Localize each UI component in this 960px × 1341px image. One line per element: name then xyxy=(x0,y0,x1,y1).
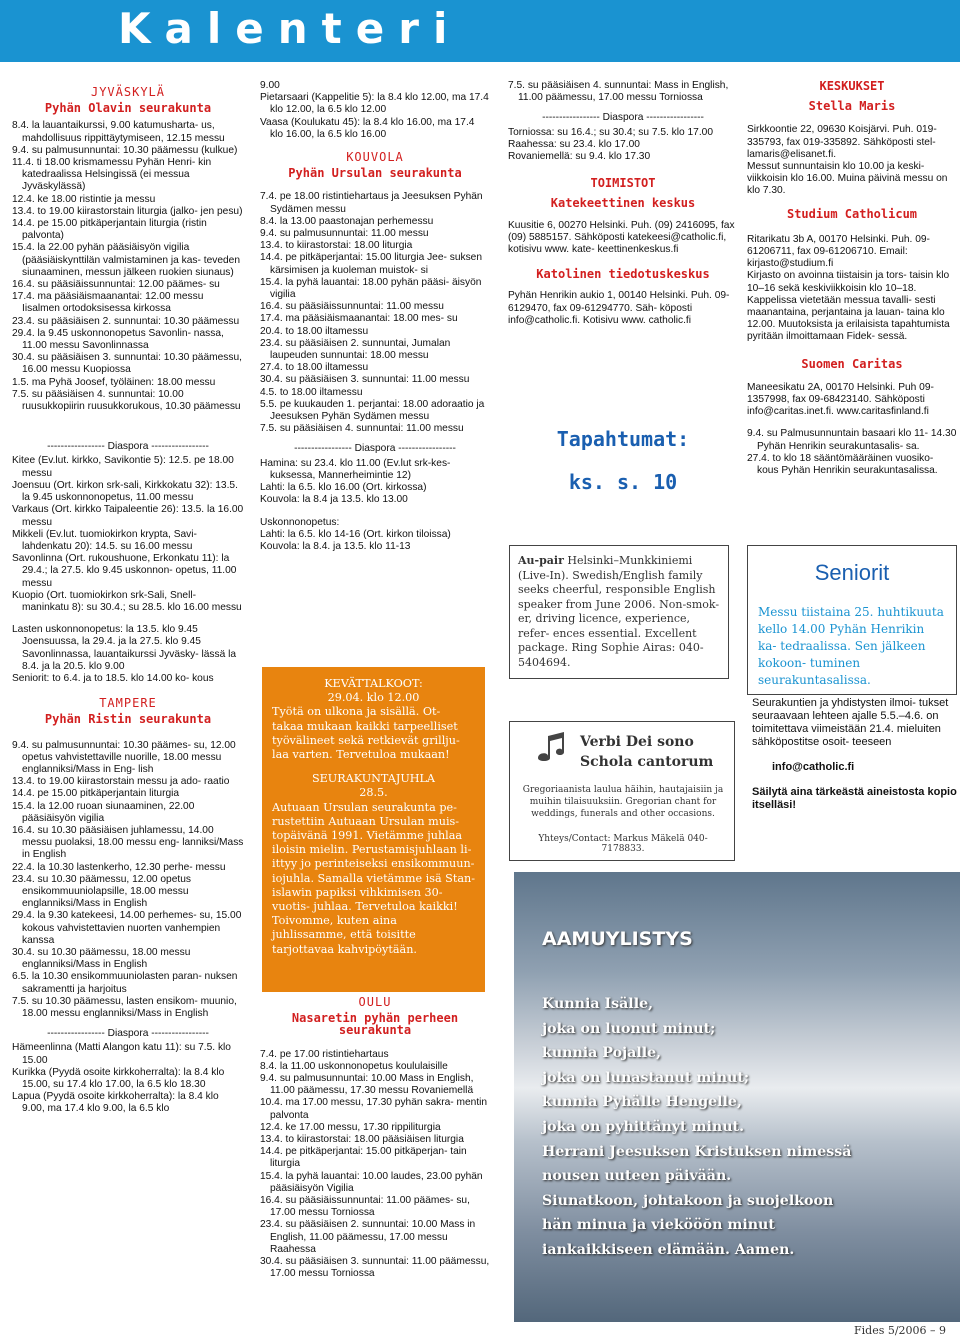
aamuylistys-image xyxy=(514,872,960,1322)
stella-text: Messut sunnuntaisin klo 10.00 ja keski- viikkoisin klo 16.00. Muina päivinä messu on klo 7.30. xyxy=(747,161,948,197)
parish-heading: Nasaretin pyhän perheen seurakunta xyxy=(291,1011,459,1038)
list-item: 6.5. la 10.30 ensikommuuniolasten paran- nuksen sakramentti ja harjoitus xyxy=(12,971,238,995)
events-heading: Tapahtumat: xyxy=(556,427,690,451)
list-item: 11.4. ti 18.00 krismamessu Pyhän Henri- kin katedraalissa Helsingissä (ei messua Jyväskylässä) xyxy=(12,157,212,193)
list-item: 9.00 xyxy=(260,80,280,91)
aamuylistys-title: AAMUYLISTYS xyxy=(542,928,693,950)
section-heading: TOIMISTOT xyxy=(590,176,656,191)
column-oulu xyxy=(260,990,490,1280)
list-item: 14.4. pe 15.00 pitkäperjantain liturgia xyxy=(12,788,180,800)
oulu-list xyxy=(260,1049,490,1281)
list-item: 13.4. to kiirastorstai: 18.00 pääsiäisen liturgia xyxy=(260,1134,464,1146)
katekeettinen-heading: Katekeettinen keskus xyxy=(550,196,696,211)
list-item: 13.4. to kiirastorstai: 18.00 liturgia xyxy=(260,240,413,252)
diaspora-separator: ----------------- Diaspora ----------------- xyxy=(47,441,209,453)
list-item: 23.4. su 10.30 päämessu, 12.00 opetus ensikommuuniolapsille, 18.00 messu englanniksi/Mass in English xyxy=(12,873,191,910)
list-item: Pietarsaari (Kappelitie 5): la 8.4 klo 12.00, ma 17.4 klo 12.00, la 6.5 klo 12.00 xyxy=(260,92,489,116)
list-item: 15.4. la 12.00 ruoan siunaaminen, 22.00 pääsiäisyön vigilia xyxy=(12,800,195,824)
diaspora-list xyxy=(12,1042,244,1115)
list-item: 8.4. la lauantaikurssi, 9.00 katumusharta- us, mahdollisuus rippittäytymiseen, 12.15 messu xyxy=(12,120,225,144)
jyvaskyla-list xyxy=(12,120,244,413)
aupair-text: Helsinki–Munkkiniemi (Live-In). Swedish/English family seeks cheerful, responsible English speaker from June 2006. Non-smok- er, driving licence, experience, refer- ences essential. Excellent package. Ring Sophie Airas: 040-5404694. xyxy=(518,554,720,669)
list-item: 15.4. la pyhä lauantai: 10.00 laudes, 23.00 pyhän pääsiäisyön Vigilia xyxy=(260,1170,483,1194)
list-item: Kurikka (Pyydä osoite kirkkoherralta): la 8.4 klo 15.00, su 17.4 klo 17.00, la 6.5 klo 18.30 xyxy=(12,1066,225,1091)
list-item: Kouvola: la 8.4. ja 13.5. klo 11-13 xyxy=(260,540,411,552)
header-banner xyxy=(0,0,960,62)
parish-heading: Pyhän Olavin seurakunta xyxy=(44,101,212,116)
list-item: 30.4. su pääsiäisen 3. sunnuntai: 11.00 päämessu, 17.00 messu Torniossa xyxy=(260,1256,490,1280)
list-item: 4.5. to 18.00 iltamessu xyxy=(260,386,363,398)
diaspora-separator: ----------------- Diaspora ----------------- xyxy=(542,112,704,124)
city-heading: OULU xyxy=(358,995,392,1009)
list-item: Vaasa (Koulukatu 45): la 8.4 klo 16.00, ma 17.4 klo 16.00, la 6.5 klo 16.00 xyxy=(260,116,475,140)
seniorit-text: Messu tiistaina 25. huhtikuuta kello 14.00 Pyhän Henrikin ka- tedraalissa. Sen jälkeen kokoon- tuminen seurakuntasalissa. xyxy=(758,605,944,687)
verbi-sub: Gregoriaanista laulua häihin, hautajaisiin ja muihin tilaisuuksiin. Gregorian chant for weddings, funerals and other occasions. xyxy=(522,785,724,819)
list-item: 14.4. pe 15.00 pitkäperjantain liturgia (ristin palvonta) xyxy=(12,218,207,242)
uskonnonopetus-heading: Uskonnonopetus: xyxy=(260,516,340,528)
list-item: 16.4. su 10.30 pääsiäisen juhlamessu, 14.00 messu puolaksi, 18.00 messu eng- lanniksi/Mass in English xyxy=(12,824,244,861)
list-item: 29.4. la 9.30 katekeesi, 14.00 perhemes- su, 15.00 kokous vahvistettavien nuorten vanhempien kanssa xyxy=(12,910,242,946)
city-heading: JYVÄSKYLÄ xyxy=(90,85,166,99)
seniorit-title: Seniorit xyxy=(814,560,890,585)
diaspora-list xyxy=(260,458,490,507)
diaspora-separator: ----------------- Diaspora ----------------- xyxy=(294,443,456,455)
studium-kirjasto: Kirjasto on avoinna tiistaisin ja tors- taisin klo 10–16 sekä keskiviikkoisin klo 10–18. xyxy=(747,270,950,294)
list-item: 12.4. ke 17.00 messu, 17.30 rippiliturgia xyxy=(260,1121,441,1133)
notice-email[interactable]: info@catholic.fi xyxy=(772,761,855,773)
column-kouvola-oulu xyxy=(260,80,490,553)
list-item: Kitee (Ev.lut. kirkko, Savikontie 5): 12.5. pe 18.00 messu xyxy=(12,455,234,479)
list-item: 17.4. ma pääsiäismaanantai: 12.00 messu Iisalmen ortodoksisessa kirkossa xyxy=(12,291,204,315)
list-item: 15.4. la pyhä lauantai: 18.00 pyhän pääsi- äisyön vigilia xyxy=(260,276,482,301)
tiedotus-text: Pyhän Henrikin aukio 1, 00140 Helsinki. Puh. 09-6129470, fax 09-61294770. Säh- köposti info@catholic.fi. Kotisivu www. catholic.fi xyxy=(508,290,730,326)
list-item: Hamina: su 23.4. klo 11.00 (Ev.lut srk-kes- kuksessa, Mannerheimintie 12) xyxy=(260,457,451,481)
katekeettinen-text: Kuusitie 6, 00270 Helsinki. Puh. (09) 2416095, fax (09) 5885157. Sähköposti katekeesi@catholic.fi, kotisivu www. kate- keettinenkeskus.fi xyxy=(508,219,735,256)
page-title: Kalenteri xyxy=(118,4,462,53)
list-item: 7.5. su pääsiäisen 4. sunnuntai: Mass in English, 11.00 päämessu, 17.00 messu Torniossa xyxy=(508,80,729,104)
stella-heading: Stella Maris xyxy=(808,99,896,114)
list-item: Mikkeli (Ev.lut. tuomiokirkon krypta, Savi- lahdenkatu 20): 14.5. su 16.00 messu xyxy=(12,528,197,552)
list-item: 23.4. su pääsiäisen 2. sunnuntai: 10.30 päämessu xyxy=(12,315,240,327)
column-offices xyxy=(508,80,738,327)
list-item: 7.4. pe 18.00 ristintiehartaus ja Jeesuksen Pyhän Sydämen messu xyxy=(260,191,483,215)
verbi-title: Schola cantorum xyxy=(580,754,714,770)
list-item: 16.4. su pääsiäissunnuntai: 11.00 päämes- su, 17.00 messu Torniossa xyxy=(260,1195,470,1219)
list-item: 29.4. la 9.45 uskonnonopetus Savonlin- nassa, 11.00 messu Savonlinnassa xyxy=(12,327,224,352)
city-heading: KOUVOLA xyxy=(346,150,404,165)
studium-kappeli: Kappelissa vietetään messua tavalli- sesti maanantaina, perjantaina ja lauan- taina klo 12.00. Muutoksista ja erilaisista tapahtumista pyritään ilmoittamaan Fidek- sessä. xyxy=(747,294,950,343)
list-item: 1.5. ma Pyhä Joosef, työläinen: 18.00 messu xyxy=(12,376,216,388)
list-item: 27.4. to 18.00 iltamessu xyxy=(260,362,369,374)
list-item: 30.4. su 10.30 päämessu, 18.00 messu englanniksi/Mass in English xyxy=(12,947,191,971)
box-heading: KEVÄTTALKOOT: xyxy=(324,677,423,690)
list-item: 20.4. to 18.00 iltamessu xyxy=(260,325,369,337)
list-item: Raahessa: su 23.4. klo 17.00 xyxy=(508,138,640,150)
list-item: 30.4. su pääsiäisen 3. sunnuntai: 11.00 messu xyxy=(260,374,470,386)
column-jyvaskyla-tampere xyxy=(12,80,244,1116)
tampere-list xyxy=(12,740,244,1021)
list-item: 16.4. su pääsiäissunnuntai: 12.00 päämes- su xyxy=(12,279,220,291)
list-item: Varkaus (Ort. kirkko Taipaleentie 26): 13.5. la 16.00 messu xyxy=(12,504,244,528)
list-item: 10.4. ma 17.00 messu, 17.30 pyhän sakra- mentin palvonta xyxy=(260,1097,488,1121)
list-item: Lasten uskonnonopetus: la 13.5. klo 9.45 Joensuussa, la 29.4. ja la 27.5. klo 9.45 Savonlinnassa, lauantaikurssi Jyväsky- lässä la 8.4. ja la 20.5. klo 9.00 xyxy=(12,624,237,672)
list-item: Joensuu (Ort. kirkon srk-sali, Kirkkokatu 32): 13.5. la 9.45 uskonnonopetus, 11.00 messu xyxy=(12,479,238,504)
list-item: 14.4. pe pitkäperjantai: 15.00 liturgia Jee- suksen kärsimisen ja kuoleman muistok- si xyxy=(260,252,483,276)
notice-text: Seurakuntien ja yhdistysten ilmoi- tukset seuraavaan lehteen ajalle 5.5.–4.6. on toimitettava viimeistään 21.4. mieluiten sähköpostitse osoit- teeseen xyxy=(752,697,949,748)
notice-footer: Säilytä aina tärkeästä aineistosta kopio itselläsi! xyxy=(752,786,957,811)
list-item: 12.4. ke 18.00 ristintie ja messu xyxy=(12,193,156,205)
list-item: 23.4. su pääsiäisen 2. sunnuntai, Jumalan laupeuden sunnuntai: 18.00 messu xyxy=(260,337,451,362)
list-item: Kuopio (Ort. tuomiokirkon srk-Sali, Snell- maninkatu 8): su 30.4.; su 28.5. klo 16.00 messu xyxy=(12,589,242,613)
list-item: Lahti: la 6.5. klo 14-16 (Ort. kirkon tiloissa) xyxy=(260,528,451,540)
diaspora-separator: ----------------- Diaspora ----------------- xyxy=(47,1028,209,1040)
music-note-icon xyxy=(530,730,570,764)
list-item: 27.4. to klo 18 sääntömääräinen vuosiko- kous Pyhän Henrikin seurakuntasalissa. xyxy=(747,452,938,477)
list-item: 9.4. su Palmusunnuntain basaari klo 11- 14.30 Pyhän Henrikin seurakuntasalis- sa. xyxy=(747,428,957,452)
list-item: 9.4. su palmusunnuntai: 10.00 Mass in English, 11.00 päämessu, 17.30 messu Rovaniemellä xyxy=(260,1073,474,1097)
list-item: Lahti: la 6.5. klo 16.00 (Ort. kirkossa) xyxy=(260,482,427,494)
aupair-ad xyxy=(509,545,729,679)
continued-list xyxy=(508,80,738,104)
list-item: 5.5. pe kuukauden 1. perjantai: 18.00 adoraatio ja Jeesuksen Pyhän Sydämen messu xyxy=(260,398,485,423)
caritas-events xyxy=(747,428,957,477)
list-item: Savonlinna (Ort. rukoushuone, Erkonkatu 11): la 29.4.; la 27.5. klo 9.45 uskonnon- opetus, 11.00 messu xyxy=(12,553,237,589)
parish-heading: Pyhän Ursulan seurakunta xyxy=(288,166,462,181)
list-item: 7.5. su 10.30 päämessu, lasten ensikom- muunio, 18.00 messu englanniksi/Mass in English xyxy=(12,995,237,1020)
list-item: 9.4. su palmusunnuntai: 10.30 päämessu (kulkue) xyxy=(12,144,238,156)
list-item: 7.5. su pääsiäisen 4. sunnuntai: 11.00 messu xyxy=(260,423,464,435)
deadline-notice xyxy=(752,697,958,812)
diaspora-list xyxy=(508,127,738,164)
studium-heading: Studium Catholicum xyxy=(786,206,918,221)
stella-text: Sirkkoontie 22, 09630 Koisjärvi. Puh. 019- 335793, fax 019-335892. Sähköposti stel- lamaris@elisanet.fi. xyxy=(747,124,937,160)
parish-heading: Pyhän Ristin seurakunta xyxy=(44,712,212,727)
city-heading: TAMPERE xyxy=(99,696,157,711)
studium-text: Ritarikatu 3b A, 00170 Helsinki. Puh. 09- 61206711, fax 09-61206710. Email: kirjasto@studium.fi xyxy=(747,233,930,270)
caritas-text: Maneesikatu 2A, 00170 Helsinki. Puh 09- 1357998, fax 09-68423140. Sähköposti info@caritas.inet.fi. www.caritasfinland.fi xyxy=(747,381,934,418)
list-item: Kouvola: la 8.4 ja 13.5. klo 13.00 xyxy=(260,494,408,506)
list-item: 15.4. la 22.00 pyhän pääsiäisyön vigilia (pääsiäiskynttilän valmistaminen ja kas- teveden siunaaminen, messun jälkeen ruokien siunaus) xyxy=(12,242,241,278)
list-item: 13.4. to 19.00 kiirastorstain liturgia (jalko- jen pesu) xyxy=(12,205,243,217)
kouvola-list xyxy=(260,191,490,435)
list-item: 14.4. pe pitkäperjantai: 15.00 pitkäperjan- tain liturgia xyxy=(260,1146,467,1170)
box-text: Työtä on ulkona ja sisällä. Ot- takaa mukaan kaikki tarpeelliset työvälineet sekä retkievät grillju- laa varten. Tervetuloa mukaan! xyxy=(272,705,460,762)
events-page-ref: ks. s. 10 xyxy=(568,470,678,494)
kevattalkoot-box xyxy=(262,667,485,992)
box-heading: 28.5. xyxy=(359,786,388,800)
box-heading: SEURAKUNTAJUHLA xyxy=(311,772,436,786)
seniorit-ad xyxy=(747,545,957,695)
section-heading: KESKUKSET xyxy=(819,79,885,93)
page-footer: Fides 5/2006 – 9 xyxy=(854,1324,947,1337)
lasten-list xyxy=(12,624,244,685)
list-item: Rovaniemellä: su 9.4. klo 17.30 xyxy=(508,151,651,163)
list-item: 22.4. la 10.30 lastenkerho, 12.30 perhe- messu xyxy=(12,861,226,873)
list-item: 8.4. la 13.00 paastonajan perhemessu xyxy=(260,215,434,227)
list-item: 23.4. su pääsiäisen 2. sunnuntai: 10.00 Mass in English, 11.00 päämessu, 17.00 messu Raahessa xyxy=(260,1219,476,1255)
list-item: 9.4. su palmusunnuntai: 10.30 päämes- su, 12.00 opetus vahvistettaville nuorille, 18.00 messu englanniksi/Mass in Eng- lish xyxy=(12,739,236,775)
aupair-lead: Au-pair xyxy=(518,554,564,567)
verbi-title: Verbi Dei sono xyxy=(580,734,694,750)
box-heading: 29.04. klo 12.00 xyxy=(327,691,420,705)
aamuylistys-poem: Kunnia Isälle, joka on luonut minut; kunnia Pojalle, joka on lunastanut minut; kunnia Pyhälle Hengelle, joka on pyhittänyt minut. Herrani Jeesuksen Kristuksen nimessä nousen uuteen päivään. Siunatkoon, johtakoon ja suojelkoon hän minua ja viekööŏn minut iankaikkiseen elämään. Aamen. xyxy=(542,996,852,1258)
tiedotus-heading: Katolinen tiedotuskeskus xyxy=(536,267,710,282)
list-item: 17.4. ma pääsiäismaanantai: 18.00 mes- su xyxy=(260,313,458,325)
verbi-dei-ad xyxy=(509,721,735,861)
verbi-contact: Yhteys/Contact: Markus Mäkelä 040-7178833. xyxy=(538,834,708,854)
continued-list xyxy=(260,80,490,141)
list-item: 8.4. la 11.00 uskonnonopetus koululaisille xyxy=(260,1060,448,1072)
diaspora-list xyxy=(12,455,244,614)
list-item: 9.4. su palmusunnuntai: 11.00 messu xyxy=(260,228,429,240)
list-item: Torniossa: su 16.4.; su 30.4; su 7.5. klo 17.00 xyxy=(508,126,714,138)
list-item: 16.4. su pääsiäissunnuntai: 11.00 messu xyxy=(260,301,444,313)
list-item: Seniorit: to 6.4. ja to 18.5. klo 14.00 ko- kous xyxy=(12,672,214,684)
list-item: Hämeenlinna (Matti Alangon katu 11): su 7.5. klo 15.00 xyxy=(12,1042,231,1066)
caritas-heading: Suomen Caritas xyxy=(801,356,903,371)
uskonnonopetus-list xyxy=(260,529,490,553)
list-item: 7.5. su pääsiäisen 4. sunnuntai: 10.00 ruusukkopiirin ruusukkorukous, 10.30 päämessu xyxy=(12,388,241,413)
list-item: 13.4. to 19.00 kiirastorstain messu ja ado- raatio xyxy=(12,776,230,788)
column-centers xyxy=(747,80,957,477)
list-item: Lapua (Pyydä osoite kirkkoherralta): la 8.4 klo 9.00, ma 17.4 klo 9.00, la 6.5 klo xyxy=(12,1091,219,1115)
list-item: 30.4. su pääsiäisen 3. sunnuntai: 10.30 päämessu, 16.00 messu Kuopiossa xyxy=(12,352,242,376)
box-text: Autuaan Ursulan seurakunta pe- rustettiin Autuaan Ursulan muis- topäivänä 1991. Vietämme juhlaa iloisin mielin. Perustamisjuhlaan li- ittyy jo perinteiseksi ensikommuun- iojuhla. Samalla vietämme isä Stan- islawin papiksi vihkimisen 30-vuotis- juhlaa. Tervetuloa kaikki! Toivomme, kuten aina juhlissamme, että toisitte tarjottavaa kahvipöytään. xyxy=(272,800,475,956)
list-item: 7.4. pe 17.00 ristintiehartaus xyxy=(260,1048,389,1060)
